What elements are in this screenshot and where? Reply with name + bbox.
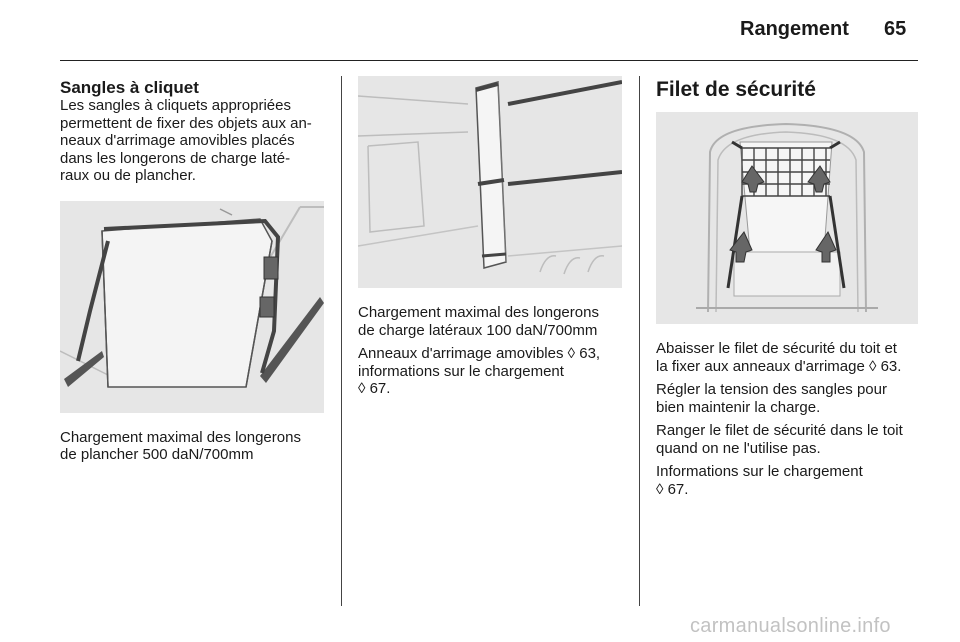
- cross-reference-icon: ◊: [656, 480, 664, 498]
- figure-safety-net: [656, 112, 918, 324]
- page-reference[interactable]: 67.: [667, 480, 689, 498]
- text-line: de plancher 500 daN/700mm: [60, 446, 254, 463]
- reference-paragraph: [656, 463, 920, 498]
- instruction-paragraph: [656, 381, 920, 416]
- header-rule: [60, 60, 918, 61]
- column-divider: [639, 76, 640, 606]
- watermark: carmanualsonline.info: [690, 615, 891, 637]
- text-line: Anneaux d'arrimage amovibles: [358, 345, 568, 362]
- figure-caption: [60, 429, 324, 464]
- page-section-title: Rangement: [740, 18, 849, 40]
- text-line: permettent de fixer des objets aux an-: [60, 114, 312, 132]
- page-reference[interactable]: 63,: [579, 345, 601, 362]
- section-heading: Sangles à cliquet: [60, 78, 199, 97]
- text-line: la fixer aux anneaux d'arrimage: [656, 357, 869, 375]
- text-line: quand on ne l'utilise pas.: [656, 439, 821, 457]
- text-line: neaux d'arrimage amovibles placés: [60, 132, 295, 149]
- column-side-rails: [358, 78, 624, 398]
- cross-reference-icon: ◊: [868, 357, 877, 375]
- text-line: Chargement maximal des longerons: [358, 304, 599, 321]
- text-line: Ranger le filet de sécurité dans le toit: [656, 422, 903, 439]
- column-ratchet-straps: [60, 78, 324, 464]
- text-line: raux ou de plancher.: [60, 167, 196, 184]
- column-safety-net: [656, 78, 920, 498]
- text-line: Abaisser le filet de sécurité du toit et: [656, 340, 897, 357]
- text-line: Chargement maximal des longerons: [60, 428, 301, 446]
- text-line: dans les longerons de charge laté-: [60, 149, 291, 167]
- reference-paragraph: [358, 345, 624, 398]
- cross-reference-icon: ◊: [567, 345, 576, 362]
- text-line: bien maintenir la charge.: [656, 398, 821, 416]
- text-line: Les sangles à cliquets appropriées: [60, 97, 291, 114]
- intro-paragraph: [60, 97, 324, 185]
- figure-side-rail-strap: [358, 76, 622, 288]
- instruction-paragraph: [656, 340, 920, 375]
- text-line: Informations sur le chargement: [656, 463, 863, 480]
- column-divider: [341, 76, 342, 606]
- page-reference[interactable]: 63.: [880, 357, 902, 375]
- text-line: Régler la tension des sangles pour: [656, 381, 887, 398]
- text-line: informations sur le chargement: [358, 362, 564, 380]
- figure-floor-ratchet-strap: [60, 201, 324, 413]
- page-number: 65: [884, 18, 907, 40]
- figure-caption: [358, 304, 624, 339]
- cross-reference-icon: ◊: [358, 380, 366, 397]
- page-reference[interactable]: 67.: [369, 380, 391, 397]
- instruction-paragraph: [656, 422, 920, 457]
- section-heading: Filet de sécurité: [656, 78, 816, 101]
- text-line: de charge latéraux 100 daN/700mm: [358, 321, 598, 339]
